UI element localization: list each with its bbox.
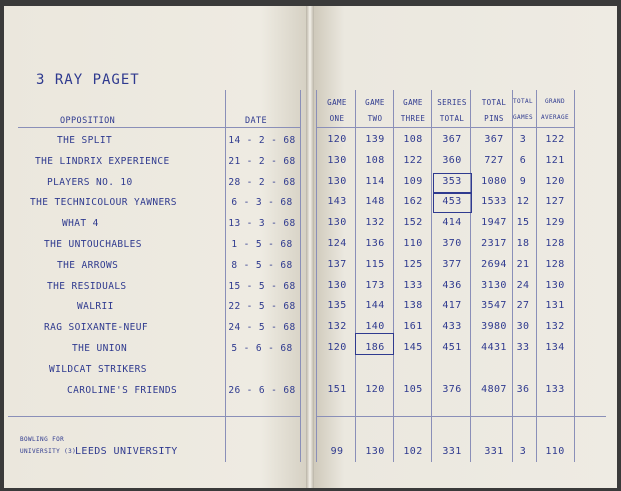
score-series: 453 <box>442 196 462 208</box>
column-rule <box>512 90 513 462</box>
match-date: 26 - 6 - 68 <box>228 384 296 396</box>
footer-caption-line1: BOWLING FOR <box>20 436 65 443</box>
score-g2: 140 <box>365 321 385 333</box>
score-g2: 139 <box>365 134 385 145</box>
opposition-header: OPPOSITION <box>60 116 116 126</box>
score-avg: 127 <box>545 196 565 208</box>
score-games: 18 <box>516 238 530 249</box>
score-g3: 108 <box>403 134 423 145</box>
score-avg: 133 <box>545 383 565 395</box>
score-pins: 1947 <box>481 217 507 229</box>
match-date: 1 - 5 - 68 <box>231 239 293 250</box>
score-g2: 148 <box>365 196 385 208</box>
game-one-header-top: GAME <box>327 98 347 107</box>
score-g1: 130 <box>327 175 347 187</box>
score-g2: 108 <box>365 154 385 166</box>
score-series: 451 <box>442 342 462 353</box>
score-series: 360 <box>442 154 462 166</box>
total-games-header-bottom: GAMES <box>512 114 534 121</box>
score-pins: 2694 <box>481 258 507 270</box>
series-total-header-bottom: TOTAL <box>439 114 465 123</box>
score-series: 376 <box>442 383 462 395</box>
footer-score-avg: 110 <box>545 446 565 457</box>
score-g1: 120 <box>327 134 347 145</box>
score-avg: 122 <box>545 134 565 145</box>
score-g1: 124 <box>327 238 347 249</box>
score-games: 9 <box>519 175 527 187</box>
total-pins-header-bottom: PINS <box>484 114 504 123</box>
score-pins: 2317 <box>481 238 507 249</box>
score-series: 370 <box>442 238 462 249</box>
column-rule <box>431 90 432 462</box>
highlight-box <box>355 333 394 355</box>
column-rule <box>536 90 537 462</box>
footer-rule <box>316 416 606 417</box>
score-avg: 129 <box>545 217 565 229</box>
date-header: DATE <box>245 116 268 126</box>
grand-average-header-bottom: AVERAGE <box>540 114 570 121</box>
column-rule <box>355 90 356 462</box>
score-avg: 131 <box>545 300 565 312</box>
book-gutter <box>306 6 314 488</box>
score-g1: 151 <box>327 383 347 395</box>
score-g2: 136 <box>365 238 385 249</box>
score-avg: 128 <box>545 258 565 270</box>
opposition-name: THE UNION <box>72 343 128 354</box>
series-total-header-top: SERIES <box>437 98 467 107</box>
score-g2: 115 <box>365 258 385 270</box>
score-avg: 132 <box>545 321 565 333</box>
score-avg: 120 <box>545 175 565 187</box>
highlight-box <box>433 193 472 213</box>
score-games: 12 <box>516 196 530 208</box>
score-g2: 114 <box>365 175 385 187</box>
score-g3: 161 <box>403 321 423 333</box>
match-date: 22 - 5 - 68 <box>228 301 296 313</box>
score-g2: 173 <box>365 279 385 291</box>
score-games: 36 <box>516 383 530 395</box>
total-games-header-top: TOTAL <box>512 98 534 105</box>
opposition-name: WALRII <box>77 301 114 313</box>
total-pins-header-top: TOTAL <box>481 98 507 107</box>
score-g1: 137 <box>327 258 347 270</box>
opposition-name: WILDCAT STRIKERS <box>49 363 147 375</box>
score-games: 15 <box>516 217 530 229</box>
match-date: 13 - 3 - 68 <box>228 218 296 230</box>
column-rule <box>574 90 575 462</box>
score-g2: 120 <box>365 383 385 395</box>
header-rule <box>18 127 300 128</box>
game-three-header-top: GAME <box>403 98 423 107</box>
opposition-name: THE SPLIT <box>57 135 113 146</box>
score-avg: 134 <box>545 342 565 353</box>
player-name: 3 RAY PAGET <box>36 72 140 88</box>
score-g2: 144 <box>365 300 385 312</box>
score-avg: 130 <box>545 279 565 291</box>
score-series: 353 <box>442 175 462 187</box>
footer-caption-line2: UNIVERSITY (3) <box>20 448 77 455</box>
score-g3: 110 <box>403 238 423 249</box>
score-games: 24 <box>516 279 530 291</box>
opposition-name: THE ARROWS <box>57 259 119 271</box>
score-games: 21 <box>516 258 530 270</box>
score-avg: 121 <box>545 154 565 166</box>
opposition-name: THE UNTOUCHABLES <box>44 239 142 250</box>
footer-opposition: LEEDS UNIVERSITY <box>75 446 178 457</box>
game-two-header-top: GAME <box>365 98 385 107</box>
header-rule <box>316 127 574 128</box>
score-games: 6 <box>519 154 527 166</box>
game-three-header-bottom: THREE <box>400 114 426 123</box>
score-g3: 133 <box>403 279 423 291</box>
opposition-name: THE RESIDUALS <box>47 280 127 292</box>
score-avg: 128 <box>545 238 565 249</box>
score-g1: 130 <box>327 279 347 291</box>
opposition-name: RAG SOIXANTE-NEUF <box>44 322 149 334</box>
footer-score-series: 331 <box>442 446 462 457</box>
footer-score-games: 3 <box>519 446 527 457</box>
score-pins: 3547 <box>481 300 507 312</box>
opposition-name: WHAT 4 <box>62 218 99 230</box>
score-pins: 3980 <box>481 321 507 333</box>
footer-score-g2: 130 <box>365 446 385 457</box>
score-pins: 4807 <box>481 383 507 395</box>
column-rule <box>316 90 317 462</box>
score-g1: 135 <box>327 300 347 312</box>
opposition-name: THE TECHNICOLOUR YAWNERS <box>30 197 177 209</box>
score-g1: 130 <box>327 217 347 229</box>
score-g1: 132 <box>327 321 347 333</box>
game-two-header-bottom: TWO <box>367 114 383 123</box>
score-pins: 727 <box>484 154 504 166</box>
footer-score-g1: 99 <box>330 446 344 457</box>
match-date: 6 - 3 - 68 <box>231 197 293 209</box>
score-pins: 1533 <box>481 196 507 208</box>
match-date: 24 - 5 - 68 <box>228 322 296 334</box>
score-g2: 132 <box>365 217 385 229</box>
opposition-name: PLAYERS NO. 10 <box>47 176 133 188</box>
score-g3: 122 <box>403 154 423 166</box>
score-g1: 120 <box>327 342 347 353</box>
score-g3: 109 <box>403 175 423 187</box>
score-g3: 152 <box>403 217 423 229</box>
footer-score-pins: 331 <box>484 446 504 457</box>
match-date: 21 - 2 - 68 <box>228 155 296 167</box>
footer-score-g3: 102 <box>403 446 423 457</box>
score-g1: 130 <box>327 154 347 166</box>
score-g3: 125 <box>403 258 423 270</box>
column-rule <box>393 90 394 462</box>
match-date: 15 - 5 - 68 <box>228 280 296 292</box>
score-games: 30 <box>516 321 530 333</box>
score-series: 417 <box>442 300 462 312</box>
opposition-name: THE LINDRIX EXPERIENCE <box>35 155 170 167</box>
score-g2: 186 <box>365 342 385 353</box>
score-pins: 367 <box>484 134 504 145</box>
game-one-header-bottom: ONE <box>329 114 345 123</box>
score-series: 377 <box>442 258 462 270</box>
score-games: 33 <box>516 342 530 353</box>
score-pins: 4431 <box>481 342 507 353</box>
score-series: 414 <box>442 217 462 229</box>
score-g3: 162 <box>403 196 423 208</box>
score-series: 433 <box>442 321 462 333</box>
column-rule <box>470 90 471 462</box>
score-g3: 105 <box>403 383 423 395</box>
match-date: 14 - 2 - 68 <box>228 135 296 146</box>
match-date: 8 - 5 - 68 <box>231 259 293 271</box>
opposition-name: CAROLINE'S FRIENDS <box>67 384 178 396</box>
score-g3: 145 <box>403 342 423 353</box>
score-series: 367 <box>442 134 462 145</box>
match-date: 28 - 2 - 68 <box>228 176 296 188</box>
match-date: 5 - 6 - 68 <box>231 343 293 354</box>
score-g1: 143 <box>327 196 347 208</box>
grand-average-header-top: GRAND <box>544 98 566 105</box>
score-pins: 3130 <box>481 279 507 291</box>
footer-rule <box>8 416 300 417</box>
highlight-box <box>433 173 472 193</box>
score-series: 436 <box>442 279 462 291</box>
score-pins: 1080 <box>481 175 507 187</box>
score-games: 27 <box>516 300 530 312</box>
score-g3: 138 <box>403 300 423 312</box>
score-games: 3 <box>519 134 527 145</box>
